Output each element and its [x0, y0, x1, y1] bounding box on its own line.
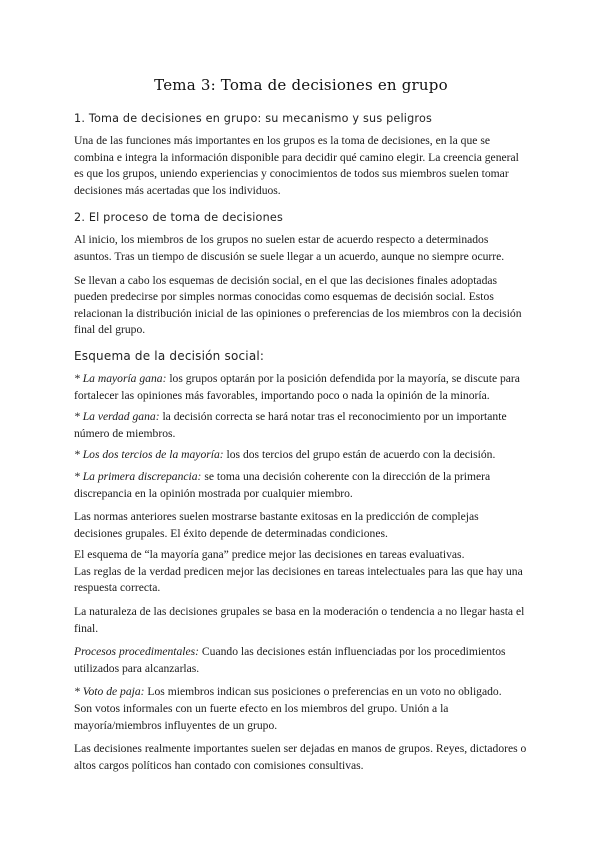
section-2-heading: 2. El proceso de toma de decisiones [74, 211, 283, 225]
procedural-text: Cuando las decisiones están influenciadas por los procedimientos utilizados para alcanzarlas. [74, 645, 506, 675]
scheme-item-two-thirds [74, 447, 528, 464]
straw-vote-text: Los miembros indican sus posiciones o preferencias en un voto no obligado. [144, 685, 502, 699]
procedural-term: Procesos procedimentales: [74, 645, 200, 659]
scheme-term: * La verdad gana: [74, 410, 160, 424]
important-decisions-paragraph: Las decisiones realmente importantes suelen ser dejadas en manos de grupos. Reyes, dictadores o altos cargos políticos han contado con comisiones consultivas. [74, 742, 527, 772]
scheme-text: la decisión correcta se hará notar tras el reconocimiento por un importante número de miembros. [74, 410, 507, 440]
section-2-paragraph-2: Se llevan a cabo los esquemas de decisión social, en el que las decisiones finales adoptadas pueden predecirse por simples normas conocidas como esquemas de decisión social. Estos relacionan la distribución inicial de las opiniones o preferencias de los miembros con la decisión final del grupo. [74, 273, 522, 337]
section-2-paragraph-1: Al inicio, los miembros de los grupos no suelen estar de acuerdo respecto a determinados asuntos. Tras un tiempo de discusión se suele llegar a un acuerdo, aunque no siempre ocurre. [74, 233, 505, 263]
informal-votes-paragraph: Son votos informales con un fuerte efecto en los miembros del grupo. Unión a la mayoría/miembros influyentes de un grupo. [74, 702, 449, 732]
scheme-item-truth [74, 409, 528, 442]
page-title: Tema 3: Toma de decisiones en grupo [154, 76, 448, 94]
majority-paragraph: El esquema de “la mayoría gana” predice mejor las decisiones en tareas evaluativas. [74, 548, 465, 562]
scheme-text: se toma una decisión coherente con la dirección de la primera discrepancia en la opinión mostrada por cualquier miembro. [74, 469, 491, 500]
scheme-item-first-discrepancy [74, 469, 528, 502]
scheme-text: los dos tercios del grupo están de acuerdo con la decisión. [223, 448, 496, 462]
straw-vote-paragraph [74, 684, 528, 701]
scheme-item-majority [74, 371, 528, 404]
schemes-heading: Esquema de la decisión social: [74, 348, 265, 363]
scheme-term: * La primera discrepancia: [74, 469, 202, 483]
procedural-paragraph [74, 644, 528, 677]
scheme-term: * La mayoría gana: [74, 371, 167, 385]
nature-paragraph: La naturaleza de las decisiones grupales se basa en la moderación o tendencia a no llegar hasta el final. [74, 605, 525, 635]
norms-paragraph: Las normas anteriores suelen mostrarse bastante exitosas en la predicción de complejas decisiones grupales. El éxito depende de determinadas condiciones. [74, 510, 479, 540]
section-1-paragraph: Una de las funciones más importantes en los grupos es la toma de decisiones, en la que se combina e integra la información disponible para decidir qué camino elegir. La creencia general es que los grupos, uniendo experiencias y conocimientos de todos sus miembros suelen tomar decisiones más acertadas que los individuos. [74, 134, 519, 197]
scheme-term: * Los dos tercios de la mayoría: [74, 448, 224, 462]
section-1-heading: 1. Toma de decisiones en grupo: su mecanismo y sus peligros [74, 112, 433, 125]
truth-paragraph: Las reglas de la verdad predicen mejor las decisiones en tareas intelectuales para las que hay una respuesta correcta. [74, 564, 523, 595]
straw-vote-term: * Voto de paja: [74, 685, 145, 699]
scheme-text: los grupos optarán por la posición defendida por la mayoría, se discute para fortalecer las opiniones más favorables, importando poco o nada la opinión de la minoría. [74, 371, 520, 402]
